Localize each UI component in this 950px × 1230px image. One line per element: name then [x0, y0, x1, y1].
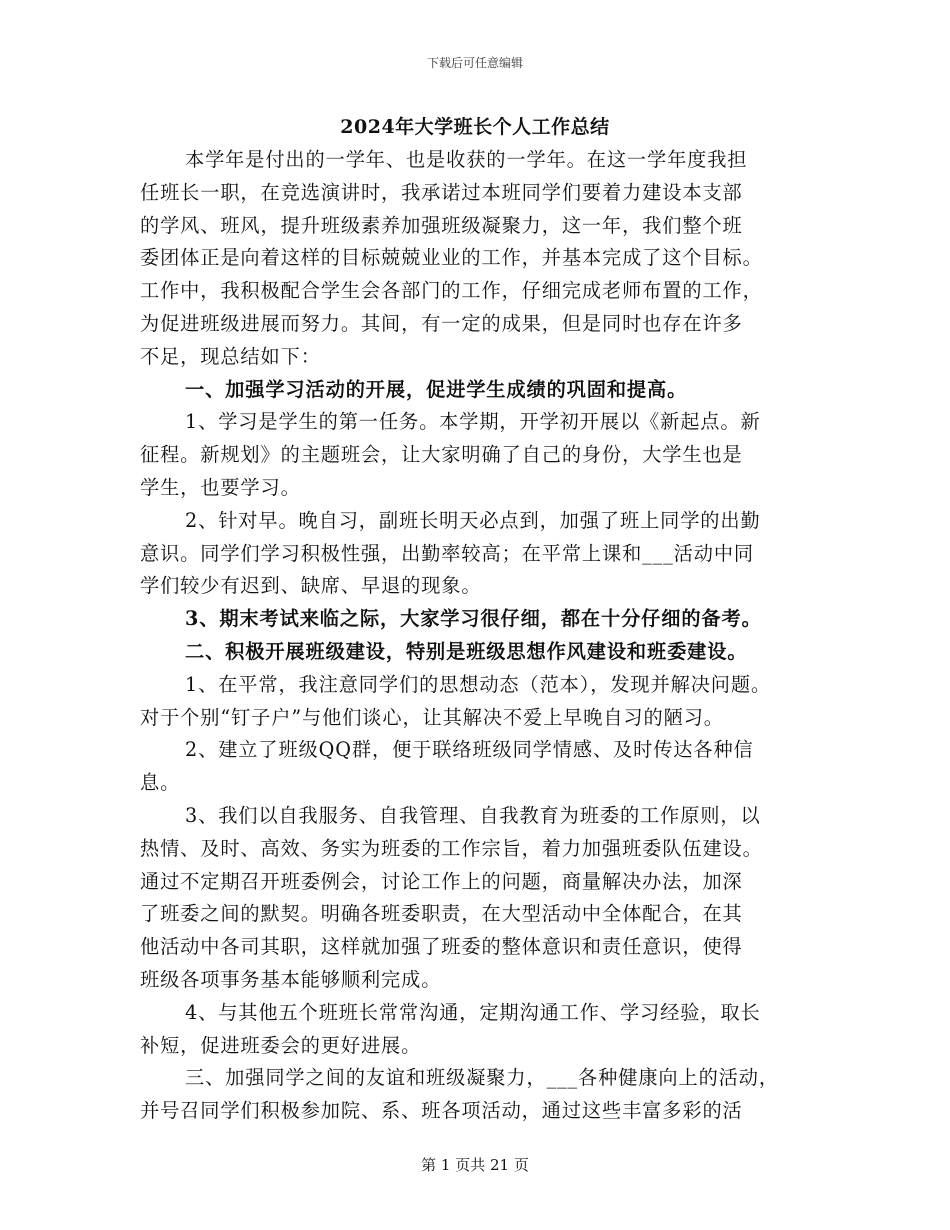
text-line: 一、加强学习活动的开展，促进学生成绩的巩固和提高。 [185, 377, 688, 401]
document-title: 2024年大学班长个人工作总结 [340, 116, 610, 138]
text-line: 息。 [140, 771, 181, 795]
text-line: 2、建立了班级QQ群，便于联络班级同学情感、及时传达各种信 [185, 738, 754, 762]
text-line: 3、期末考试来临之际，大家学习很仔细，都在十分仔细的备考。 [185, 607, 762, 631]
document-body [140, 144, 818, 1128]
text-line: 了班委之间的默契。明确各班委职责，在大型活动中全体配合，在其 [140, 902, 743, 926]
text-line: 三、加强同学之间的友谊和班级凝聚力，___各种健康向上的活动， [185, 1066, 779, 1090]
text-line: 2、针对早。晚自习，副班长明天必点到，加强了班上同学的出勤 [185, 508, 761, 532]
text-line: 征程。新规划》的主题班会，让大家明确了自己的身份，大学生也是 [140, 443, 743, 467]
text-line: 通过不定期召开班委例会，讨论工作上的问题，商量解决办法，加深 [140, 869, 743, 893]
text-line: 4、与其他五个班班长常常沟通，定期沟通工作、学习经验，取长 [185, 1000, 761, 1024]
text-line: 学们较少有迟到、缺席、早退的现象。 [140, 574, 482, 598]
text-line: 对于个别“钉子户”与他们谈心，让其解决不爱上早晚自习的陋习。 [140, 705, 724, 729]
text-line: 并号召同学们积极参加院、系、班各项活动，通过这些丰富多彩的活 [140, 1099, 743, 1123]
text-line: 意识。同学们学习积极性强，出勤率较高；在平常上课和___活动中同 [140, 541, 755, 565]
header-note: 下载后可任意编辑 [426, 56, 523, 70]
text-line: 热情、及时、高效、务实为班委的工作宗旨，着力加强班委队伍建设。 [140, 836, 763, 860]
text-line: 二、积极开展班级建设，特别是班级思想作风建设和班委建设。 [185, 639, 748, 663]
text-line: 工作中，我积极配合学生会各部门的工作，仔细完成老师布置的工作， [140, 279, 763, 303]
text-line: 本学年是付出的一学年、也是收获的一学年。在这一学年度我担 [185, 148, 748, 171]
text-line: 为促进班级进展而努力。其间，有一定的成果，但是同时也存在许多 [140, 311, 743, 335]
text-line: 1、学习是学生的第一任务。本学期，开学初开展以《新起点。新 [185, 410, 761, 434]
text-line: 3、我们以自我服务、自我管理、自我教育为班委的工作原则，以 [185, 803, 761, 827]
text-line: 委团体正是向着这样的目标兢兢业业的工作，并基本完成了这个目标。 [140, 246, 763, 270]
text-line: 他活动中各司其职，这样就加强了班委的整体意识和责任意识，使得 [140, 935, 743, 959]
text-line: 的学风、班风，提升班级素养加强班级凝聚力，这一年，我们整个班 [140, 213, 743, 237]
text-line: 1、在平常，我注意同学们的思想动态（范本），发现并解决问题。 [185, 672, 772, 696]
text-line: 不足，现总结如下： [140, 344, 321, 368]
page-footer: 第 1 页共 21 页 [421, 1156, 529, 1174]
text-line: 补短，促进班委会的更好进展。 [140, 1033, 422, 1057]
text-line: 任班长一职，在竞选演讲时，我承诺过本班同学们要着力建设本支部 [140, 180, 743, 204]
text-line: 学生，也要学习。 [140, 475, 301, 499]
text-line: 班级各项事务基本能够顺利完成。 [140, 967, 442, 991]
